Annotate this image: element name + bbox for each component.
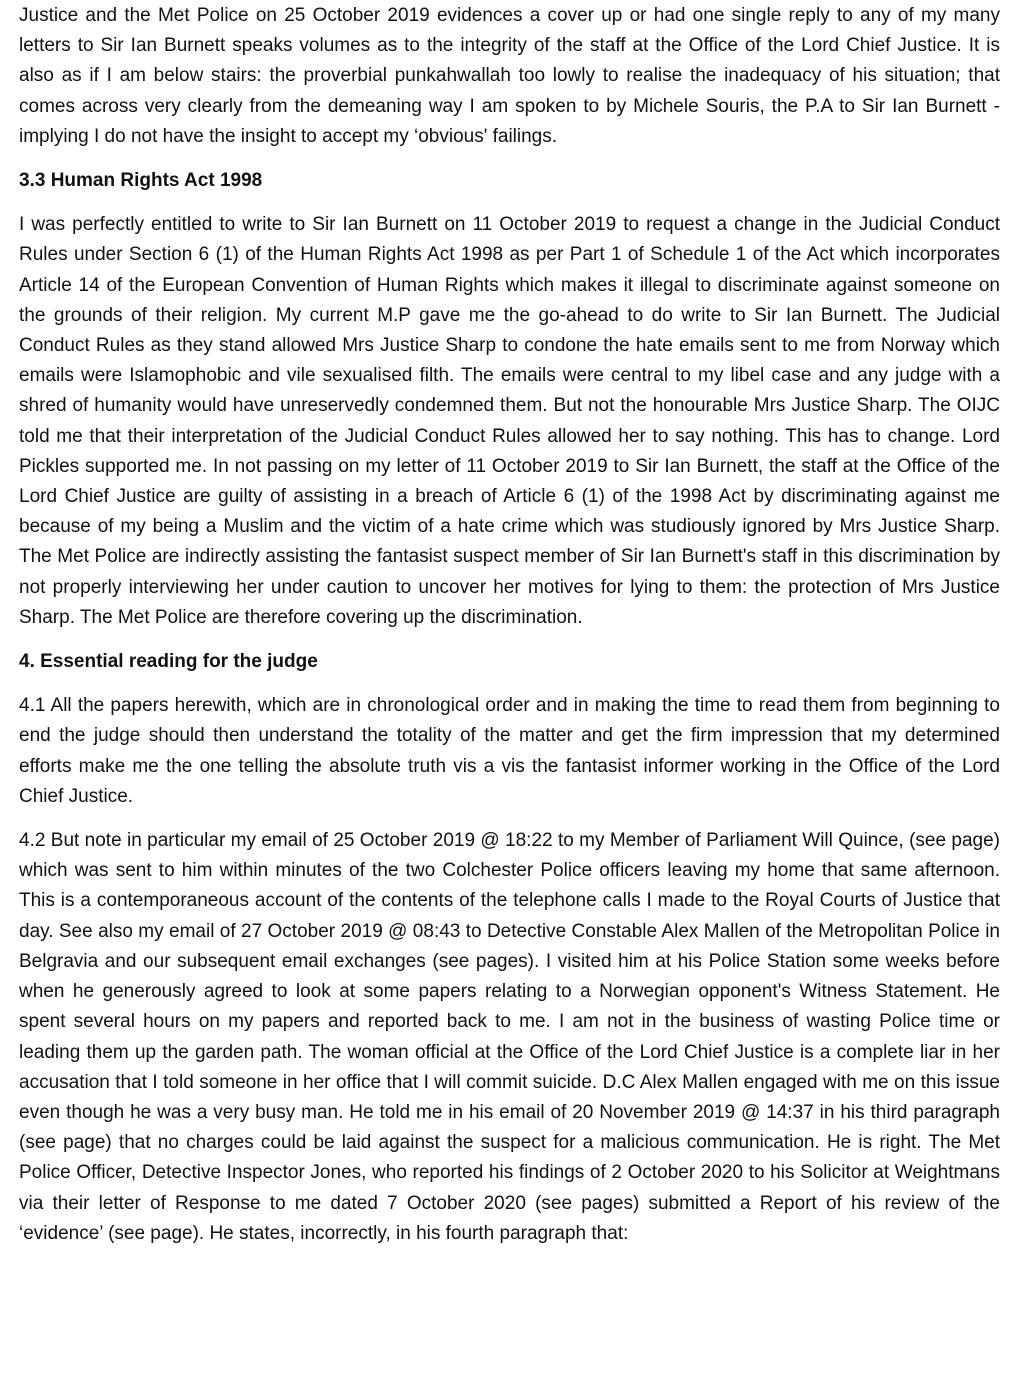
paragraph-3-3: I was perfectly entitled to write to Sir Ian Burnett on 11 October 2019 to request a change in the Judicial Conduct Rules under Section 6 (1) of the Human Rights Act 1998 as per Part 1 of Schedule 1 of the Act which incorporates Article 14 of the European Convention of Human Rights which makes it illegal to discriminate against someone on the grounds of their religion. My current M.P gave me the go-ahead to do write to Sir Ian Burnett. The Judicial Conduct Rules as they stand allowed Mrs Justice Sharp to condone the hate emails sent to me from Norway which emails were Islamophobic and vile sexualised filth. The emails were central to my libel case and any judge with a shred of humanity would have unreservedly condemned them. But not the honourable Mrs Justice Sharp. The OIJC told me that their interpretation of the Judicial Conduct Rules allowed her to say nothing. This has to change. Lord Pickles supported me. In not passing on my letter of 11 October 2019 to Sir Ian Burnett, the staff at the Office of the Lord Chief Justice are guilty of assisting in a breach of Article 6 (1) of the 1998 Act by discriminating against me because of my being a Muslim and the victim of a hate crime which was studiously ignored by Mrs Justice Sharp. The Met Police are indirectly assisting the fantasist suspect member of Sir Ian Burnett's staff in this discrimination by not properly interviewing her under caution to uncover her motives for lying to them: the protection of Mrs Justice Sharp. The Met Police are therefore covering up the discrimination. xyxy=(19,214,1000,628)
heading-4: 4. Essential reading for the judge xyxy=(19,651,318,673)
paragraph-intro: Justice and the Met Police on 25 October 2019 evidences a cover up or had one single reply to any of my many letters to Sir Ian Burnett speaks volumes as to the integrity of the staff at the Office of the Lord Chief Justice. It is also as if I am below stairs: the proverbial punkahwallah too lowly to realise the inadequacy of his situation; that comes across very clearly from the demeaning way I am spoken to by Michele Souris, the P.A to Sir Ian Burnett - implying I do not have the insight to accept my ‘obvious' failings. xyxy=(19,5,1000,147)
paragraph-4-2: 4.2 But note in particular my email of 25 October 2019 @ 18:22 to my Member of Parliament Will Quince, (see page) which was sent to him within minutes of the two Colchester Police officers leaving my home that same afternoon. This is a contemporaneous account of the contents of the telephone calls I made to the Royal Courts of Justice that day. See also my email of 27 October 2019 @ 08:43 to Detective Constable Alex Mallen of the Metropolitan Police in Belgravia and our subsequent email exchanges (see pages). I visited him at his Police Station some weeks before when he generously agreed to look at some papers relating to a Norwegian opponent's Witness Statement. He spent several hours on my papers and reported back to me. I am not in the business of wasting Police time or leading them up the garden path. The woman official at the Office of the Lord Chief Justice is a complete liar in her accusation that I told someone in her office that I will commit suicide. D.C Alex Mallen engaged with me on this issue even though he was a very busy man. He told me in his email of 20 November 2019 @ 14:37 in his third paragraph (see page) that no charges could be laid against the suspect for a malicious communication. He is right. The Met Police Officer, Detective Inspector Jones, who reported his findings of 2 October 2020 to his Solicitor at Weightmans via their letter of Response to me dated 7 October 2020 (see pages) submitted a Report of his review of the ‘evidence’ (see page). He states, incorrectly, in his fourth paragraph that: xyxy=(19,830,1000,1244)
paragraph-4-1: 4.1 All the papers herewith, which are in chronological order and in making the time to read them from beginning to end the judge should then understand the totality of the matter and get the firm impression that my determined efforts make me the one telling the absolute truth vis a vis the fantasist informer working in the Office of the Lord Chief Justice. xyxy=(19,695,1000,807)
heading-3-3: 3.3 Human Rights Act 1998 xyxy=(19,170,263,192)
